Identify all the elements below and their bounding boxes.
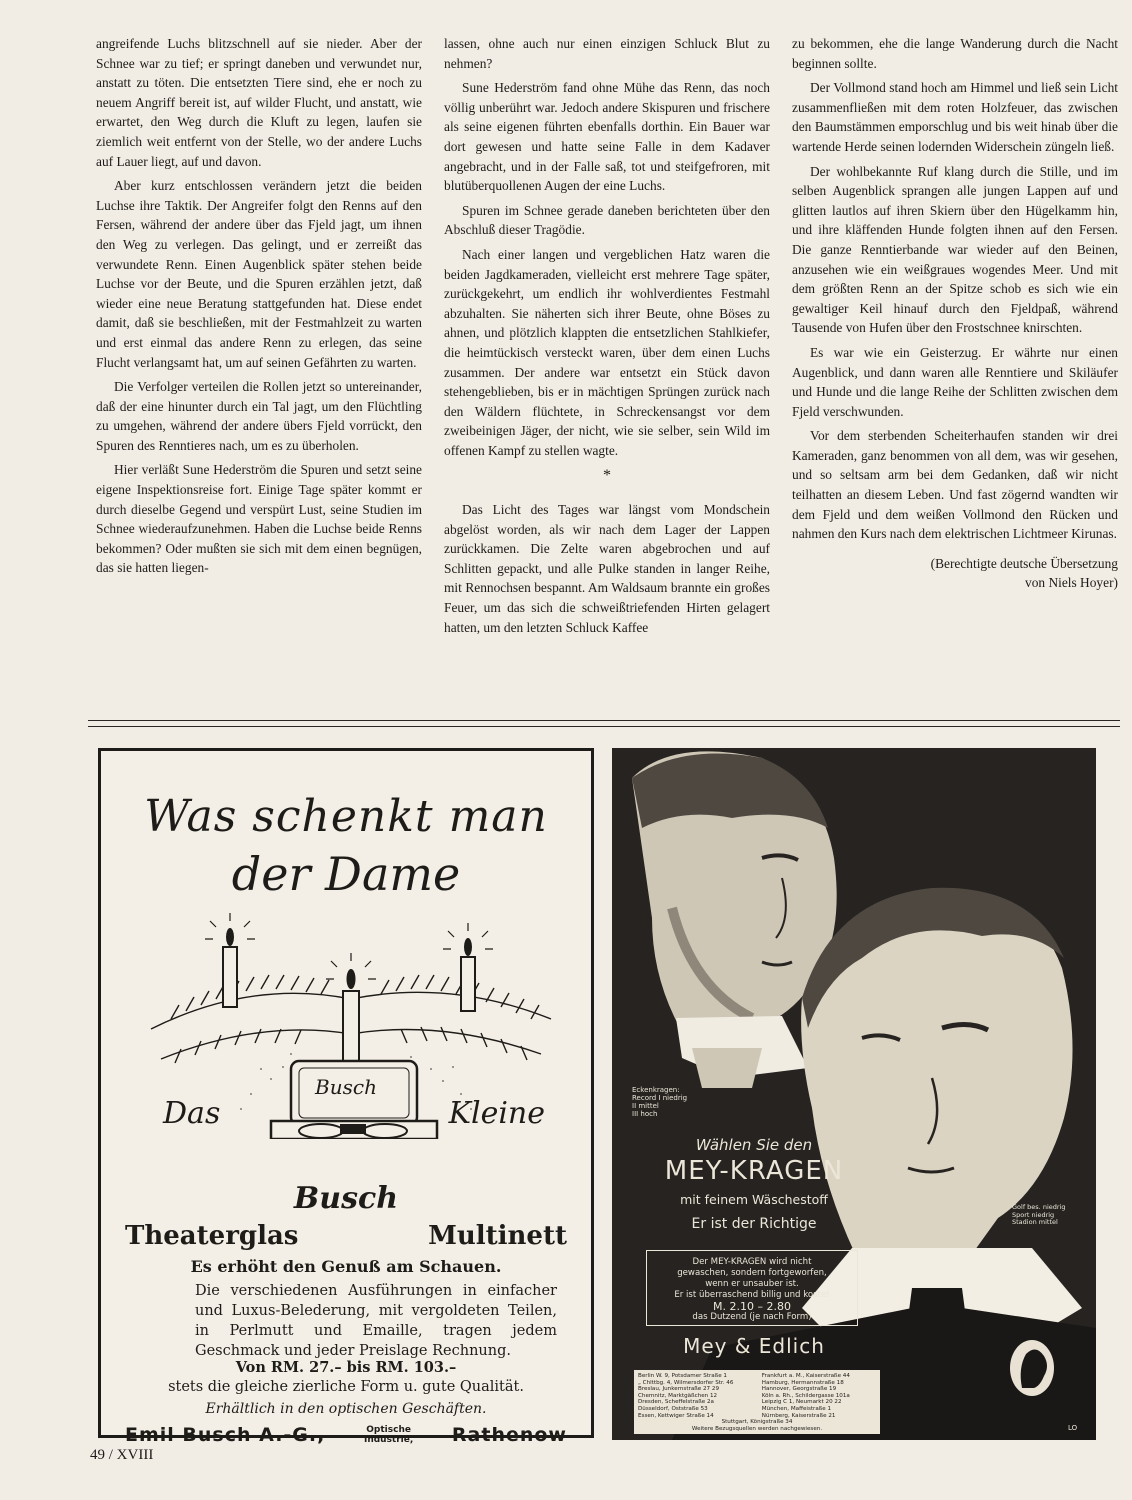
article-paragraph: Vor dem sterbenden Scheiterhaufen standen wir drei Kameraden, ganz benommen von all dem, was wir gesehen, und so seltsam arm bei dem Gedanken, daß wir nicht teilhatten an diesem Leben. Und fast zögernd wandten wir dem Fjeld und dem weißen Vollmond den Rücken und nahmen den Kurs nach dem elektrischen Lichtmeer Kirunas. (792, 428, 1118, 542)
firm-industry-line1: Optische (366, 1425, 411, 1435)
branch-address: Chemnitz, Marktgäßchen 12 (638, 1392, 718, 1399)
collar-label-corner-line3: II mittel (632, 1102, 659, 1110)
busch-price-note: stets die gleiche zierliche Form u. gute Qualität. (168, 1379, 524, 1395)
branch-address: Hannover, Georgstraße 19 (761, 1386, 837, 1393)
product-name-right: Multinett (428, 1221, 567, 1251)
mey-info-line2: gewaschen, sondern fortgeworfen, (677, 1268, 827, 1278)
collar-label-corner-line1: Eckenkragen: (632, 1086, 680, 1094)
firm-name: Emil Busch A.-G., (125, 1424, 326, 1446)
mey-info-box (646, 1250, 858, 1326)
candle-icon (223, 947, 475, 1061)
article-column-2 (444, 34, 770, 714)
translation-credit: von Niels Hoyer) (1025, 575, 1118, 591)
branch-address: Berlin W. 9, Potsdamer Straße 1 (638, 1373, 727, 1379)
collar-label-wing-line2: Sport niedrig (1012, 1210, 1055, 1219)
collar-label-wing-line1: Golf bes. niedrig (1012, 1203, 1066, 1211)
branch-address: Frankfurt a. M., Kaiserstraße 44 (761, 1373, 850, 1379)
article-paragraph: Der Vollmond stand hoch am Himmel und ließ sein Licht zusammenfließen mit dem roten Holzfeuer, das zwischen den Baumstämmen emporschlug und bis weit hinab über die wartende Herde seinen lodernden Widerschein züngeln ließ. (792, 80, 1118, 154)
mey-address-list-right (762, 1373, 876, 1419)
busch-tag-right: Kleine (448, 1096, 545, 1131)
branch-address: „ Chlttbg. 4, Wilmersdorfer Str. 46 (638, 1379, 734, 1386)
collar-label-wing (1012, 1204, 1082, 1227)
mey-advertisement (612, 748, 1096, 1440)
case-lid-label: Busch (315, 1075, 377, 1099)
article-column-1 (96, 34, 422, 714)
mey-info-price: M. 2.10 – 2.80 (713, 1300, 791, 1313)
branch-address: Dresden, Scheffelstraße 2a (638, 1399, 714, 1406)
section-separator: * (603, 467, 611, 485)
branch-address: Essen, Kettwiger Straße 14 (638, 1412, 714, 1419)
article-column-3 (792, 34, 1118, 714)
branch-address: Breslau, Junkernstraße 27 29 (638, 1386, 720, 1393)
busch-tag-left: Das (163, 1096, 221, 1131)
page-folio: 49 / XVIII (90, 1447, 154, 1463)
section-divider-top (88, 720, 1120, 721)
mey-slogan: Er ist der Richtige (691, 1216, 817, 1232)
artist-signature: LO (1068, 1424, 1078, 1432)
article-paragraph: Aber kurz entschlossen verändern jetzt die beiden Luchse ihre Taktik. Der Angreifer folgt den Renns auf den Fersen, während der andere über das Fjeld jagt, um ihnen den Weg zu verlegen. Das gelingt, und er zerreißt das verwundete Renn. Einen Augenblick später stehen beide Luchse vor der Beute, und die Spuren erzählen jetzt, daß wieder eine neue Beratung stattgefunden hat. Diese endet damit, daß sie beschließen, mit der Festmahlzeit zu warten und erst einmal das andere Renn zu erlegen, das seine Flucht verlangsamt hat, um auf seinen Gefährten zu warten. (96, 178, 422, 370)
mey-subtitle: mit feinem Wäschestoff (680, 1192, 828, 1207)
branch-address: Nürnberg, Kaiserstraße 21 (761, 1412, 836, 1419)
article-paragraph: angreifende Luchs blitzschnell auf sie nieder. Aber der Schnee war zu tief; er springt daneben und verwundet nur, anstatt zu töten. Die entsetzten Tiere sind, ehe er noch zu neuem Angriff bereit ist, auf wilder Flucht, und anstatt, wie erwartet, den Weg durch die Kluft zu legen, laufen sie ziemlich weit entfernt von der Stelle, wo der andere Luchs auf Lauer liegt, auf und davon. (96, 36, 422, 169)
firm-industry (364, 1425, 413, 1445)
article-paragraph: Sune Hederström fand ohne Mühe das Renn, das noch völlig unberührt war. Jedoch andere Skispuren und frischere als seine eigenen führten ebenfalls dorthin. Ein Bauer war dort gewesen und hatte seine Falle in dem Kadaver angebracht, und in der Falle saß, tot und steifgefroren, mit blutüberquollenen Augen der eine Luchs. (444, 80, 770, 194)
article-paragraph: Es war wie ein Geisterzug. Er währte nur einen Augenblick, und dann waren alle Renntiere und Skiläufer und Hunde und die lange Reihe der Schlitten zwischen dem Fjeld verschwunden. (792, 344, 1118, 419)
collar-label-corner-line2: Record I niedrig (632, 1094, 688, 1102)
busch-tagline: Es erhöht den Genuß am Schauen. (190, 1257, 502, 1276)
busch-price: Von RM. 27.– bis RM. 103.– (235, 1359, 457, 1376)
busch-brand-mark: Busch (293, 1181, 399, 1216)
branch-address: Düsseldorf, Oststraße 53 (638, 1405, 708, 1412)
branch-address: Leipzig C 1, Neumarkt 20 22 (761, 1399, 842, 1406)
mey-product-name: MEY-KRAGEN (664, 1156, 844, 1186)
translation-credit: (Berechtigte deutsche Übersetzung (930, 555, 1118, 571)
busch-advertisement (98, 748, 594, 1446)
article-paragraph: Spuren im Schnee gerade daneben berichteten über den Abschluß dieser Tragödie. (444, 202, 770, 238)
mey-address-list-left (638, 1373, 752, 1419)
mey-info-line1: Der MEY-KRAGEN wird nicht (692, 1257, 812, 1267)
article-paragraph: Nach einer langen und vergeblichen Hatz waren die beiden Jagdkameraden, vielleicht erst mehrere Tage später, zurückgekehrt, um endlich ihr wohlverdientes Festmahl abzuhalten. Sie näherten sich ihrer Beute, ohne Böses zu ahnen, und plötzlich klappten die entsetzlichen Stahlkiefer, die heimtückisch versteckt waren, über dem einen Luchs zusammen. Der andere war entsetzt ein Stück davon stehengeblieben, bis er in mächtigen Sprüngen zurück nach den Wäldern flüchtete, in Schreckensangst vor dem zweibeinigen Jäger, der nicht, wie sie selber, sein Wild im offenen Kampf zu stellen wagte. (444, 246, 770, 458)
article-paragraph: Der wohlbekannte Ruf klang durch die Stille, und im selben Augenblick sprangen alle jungen Lappen auf und glitten lautlos auf ihren Skiern über den Hügelkamm hin, und ihre kläffenden Hunde folgten ihnen auf den Fersen. Die ganze Renntierbande war wieder auf den Beinen, anzusehen wie ein weißgraues wogendes Meer. Und mit dem größten Renn an der Spitze schob es sich wie ein gewaltiger Keil hinauf durch den Fjeldpaß, während Tausende von Hufen über den Frostschnee knirschten. (792, 163, 1118, 336)
article-paragraph: Die Verfolger verteilen die Rollen jetzt so untereinander, daß der eine hinunter durch ein Tal jagt, um den Flüchtling zu umgehen, während der andere übers Fjeld vorrückt, den Spuren des Renntieres nach, um es zu überholen. (96, 379, 422, 453)
firm-city: Rathenow (451, 1424, 567, 1446)
mey-address-panel (634, 1370, 880, 1434)
busch-headline-line1: Was schenkt man (144, 791, 548, 842)
mey-firm-name: Mey & Edlich (683, 1334, 825, 1358)
collar-label-wing-line3: Stadion mittel (1012, 1218, 1058, 1226)
branch-address: München, Maffeistraße 1 (761, 1405, 832, 1412)
mey-address-note: Weitere Bezugsquellen werden nachgewiesen. (691, 1425, 823, 1432)
article-paragraph: Das Licht des Tages war längst vom Mondschein abgelöst worden, als wir nach dem Lager der Lappen zurückkamen. Die Zelte waren abgebrochen und auf Schlitten gepackt, und alle Pulke standen in langer Reihe, mit Rennochsen bespannt. Am Waldsaum brannte ein großes Feuer, um das sich die schweißtriefenden Hirten gelagert hatten, um den letzten Schluck Kaffee (444, 502, 770, 635)
silhouette-medallion-icon (1010, 1340, 1054, 1396)
mey-info-line6: das Dutzend (je nach Form) (692, 1312, 812, 1322)
collar-label-corner (632, 1086, 712, 1118)
firm-industry-line2: Industrie, (363, 1435, 414, 1445)
mey-address-center: Stuttgart, Königstraße 34 (721, 1419, 793, 1426)
article-paragraph: zu bekommen, ehe die lange Wanderung durch die Nacht beginnen sollte. (792, 36, 1118, 71)
branch-address: Köln a. Rh., Schildergasse 101a (761, 1392, 850, 1399)
collar-label-corner-line4: III hoch (632, 1110, 658, 1118)
branch-address: Hamburg, Hermannstraße 18 (761, 1379, 844, 1386)
busch-firm-line (125, 1424, 567, 1446)
busch-description: Die verschiedenen Ausführungen in einfacher und Luxus-Belederung, mit vergoldeten Teilen, in Perlmutt und Emaille, tragen jedem Geschmack und jeder Preislage Rechnung. (195, 1283, 557, 1359)
mey-info-line4: Er ist überraschend billig und kostet (674, 1290, 830, 1300)
busch-headline-line2: der Dame (231, 847, 461, 901)
busch-product-name (125, 1221, 567, 1251)
article-paragraph: lassen, ohne auch nur einen einzigen Schluck Blut zu nehmen? (444, 36, 770, 71)
article-paragraph: Hier verläßt Sune Hederström die Spuren und setzt seine eigene Inspektionsreise fort. Einige Tage später kommt er durch dieselbe Gegend und verspürt Lust, seine Studien im Schnee wiederaufzunehmen. Haben die Luchse beide Renns bekommen? Oder mußten sie sich mit dem einen begnügen, das sie hatten liegen- (96, 462, 422, 576)
mey-info-line3: wenn er unsauber ist. (705, 1279, 799, 1289)
product-name-left: Theaterglas (125, 1221, 299, 1251)
mey-intro: Wählen Sie den (695, 1136, 813, 1154)
busch-availability: Erhältlich in den optischen Geschäften. (205, 1401, 487, 1417)
section-divider-bottom (88, 726, 1120, 727)
